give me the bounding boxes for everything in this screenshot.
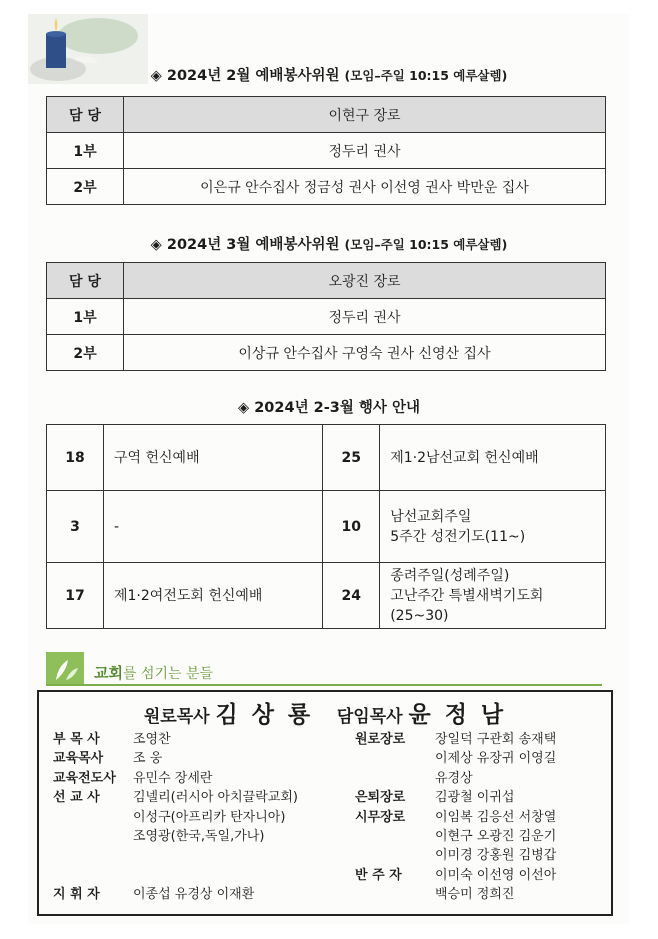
leaf-logo-icon [46,652,84,686]
event-text: - [104,491,323,563]
table-row [47,425,606,491]
divider [46,684,602,686]
staff-names: 유민수 장세란 [133,770,213,786]
staff-names: 유경상 [435,770,473,786]
staff-row [355,749,605,768]
staff-names: 이성구(아프리카 탄자니아) [133,809,286,825]
staff-names: 이종섭 유경상 이재환 [133,887,255,903]
staff-row [53,749,343,768]
staff-row [355,846,605,865]
table-row [47,97,606,133]
staff-row [53,808,343,827]
staff-role [355,769,435,788]
staff-row [53,827,343,846]
staff-row [53,866,343,885]
names-cell: 정두리 권사 [124,299,606,335]
staff-names: 조 웅 [133,751,163,767]
names-cell: 이은규 안수집사 정금성 권사 이선영 권사 박만운 집사 [124,169,606,205]
table-row [47,263,606,299]
staff-role: 지 휘 자 [53,887,100,903]
staff-role: 반 주 자 [355,867,402,883]
names-cell: 이상규 안수집사 구영숙 권사 신영산 집사 [124,335,606,371]
staff-role: 은퇴장로 [355,790,406,806]
servants-heading [46,652,606,686]
role-cell: 2부 [47,335,124,371]
event-date: 17 [47,563,104,629]
table-row [47,169,606,205]
names-cell: 이현구 장로 [124,97,606,133]
event-text: 구역 헌신예배 [104,425,323,491]
feb-committee-title: ◈ 2024년 2월 예배봉사위원 (모임–주일 10:15 예루살렘) [150,68,508,84]
table-row [47,299,606,335]
staff-names: 백승미 정희진 [435,887,515,903]
table-row [47,133,606,169]
events-title: ◈ 2024년 2-3월 행사 안내 [238,400,420,416]
role-cell: 2부 [47,169,124,205]
servants-heading-text: 교회를 섬기는 분들 [94,664,214,682]
events-table [46,424,606,629]
names-cell: 정두리 권사 [124,133,606,169]
mar-committee-title: ◈ 2024년 3월 예배봉사위원 (모임–주일 10:15 예루살렘) [150,237,508,253]
staff-row [53,769,343,788]
staff-names: 조영광(한국,독일,가나) [133,829,265,845]
event-date: 24 [323,563,380,629]
staff-role: 부 목 사 [53,732,100,747]
staff-row [355,827,605,846]
staff-names: 조영찬 [133,732,171,747]
staff-row [355,885,605,904]
role-cell: 1부 [47,299,124,335]
staff-role [355,846,435,865]
staff-row [53,885,343,904]
staff-names: 이임복 김응선 서창열 [435,809,557,825]
staff-role [355,827,435,846]
staff-row [355,769,605,788]
event-date: 3 [47,491,104,563]
event-text: 남선교회주일 5주간 성전기도(11~) [380,491,606,563]
staff-right-column [355,730,605,905]
staff-role: 원로장로 [355,732,406,747]
table-row [47,491,606,563]
staff-row [355,866,605,885]
staff-names [133,866,343,885]
staff-role [53,866,133,885]
staff-role: 교육전도사 [53,770,116,786]
staff-row [53,788,343,807]
names-cell: 오광진 장로 [124,263,606,299]
staff-names: 이제상 유장귀 이영길 [435,751,557,767]
staff-role: 선 교 사 [53,790,100,806]
staff-names: 장일덕 구관회 송재택 [435,732,557,747]
staff-role [355,885,435,904]
event-text: 종려주일(성례주일) 고난주간 특별새벽기도회 (25~30) [380,563,606,629]
staff-row [355,788,605,807]
staff-row [355,808,605,827]
event-date: 25 [323,425,380,491]
staff-names: 이미숙 이선영 이선아 [435,867,557,883]
staff-role [53,808,133,827]
servants-box [37,690,613,916]
event-text: 제1·2남선교회 헌신예배 [380,425,606,491]
staff-names: 이미경 강홍원 김병갑 [435,848,557,864]
table-row [47,563,606,629]
staff-names: 김넬리(러시아 아치끌락교회) [133,790,298,806]
staff-row [53,730,343,749]
pastors-line: 원로목사 김 상 룡 담임목사 윤 정 남 [143,702,507,728]
staff-role: 시무장로 [355,809,406,825]
role-cell: 담 당 [47,97,124,133]
role-cell: 담 당 [47,263,124,299]
staff-role [53,827,133,846]
table-row [47,335,606,371]
staff-row [53,846,343,865]
feb-committee-table [46,96,606,205]
staff-role [355,749,435,768]
event-text: 제1·2여전도회 헌신예배 [104,563,323,629]
staff-row [355,730,605,749]
staff-role: 교육목사 [53,751,104,767]
staff-names [133,846,343,865]
role-cell: 1부 [47,133,124,169]
staff-role [53,846,133,865]
mar-committee-table [46,262,606,371]
staff-left-column [53,730,343,905]
event-date: 10 [323,491,380,563]
staff-names: 김광철 이귀섭 [435,790,515,806]
event-date: 18 [47,425,104,491]
staff-names: 이현구 오광진 김운기 [435,829,557,845]
